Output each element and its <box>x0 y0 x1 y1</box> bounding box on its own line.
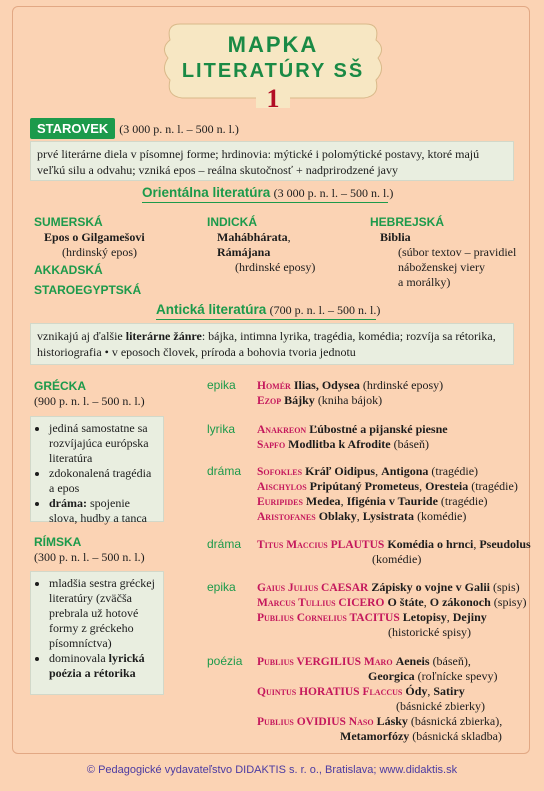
grecka-bullet-3-bold: dráma: <box>49 496 87 510</box>
vergilius-author-b: VERGILIUS <box>296 656 362 668</box>
tacitus-author-a: Publius Cornelius <box>257 612 350 624</box>
rimska-poezia-label: poézia <box>207 654 243 668</box>
rimska-box <box>30 571 164 695</box>
vergilius-row <box>257 654 471 670</box>
horatius-author-a: Quintus <box>257 686 300 698</box>
title-line2: LITERATÚRY SŠ <box>181 60 365 82</box>
euripides-row: Euripides Medea, Ifigénia v Tauride (tragédie) <box>257 494 488 508</box>
ovidius-note1: (básnická zbierka), <box>410 714 503 728</box>
anticka-desc-a: vznikajú aj ďalšie <box>37 329 126 343</box>
starovek-heading <box>30 118 239 139</box>
anticka-underline <box>156 319 376 320</box>
anticka-title: Antická literatúra <box>156 302 267 317</box>
indicka-note: (hrdinské eposy) <box>235 260 316 274</box>
plautus-work1: Komédia o hrnci <box>387 537 474 551</box>
cicero-row: Marcus Tullius CICERO O štáte, O zákonoch (spisy) <box>257 595 527 609</box>
ovidius-row-2 <box>340 729 502 744</box>
anticka-description <box>30 323 514 365</box>
grecka-epika-label: epika <box>207 378 236 392</box>
rimska-range: (300 p. n. l. – 500 n. l.) <box>34 550 145 564</box>
rimska-bullet-2-text: dominovala <box>49 651 109 665</box>
aischylos-row: Aischylos Pripútaný Prometeus, Oresteia (tragédie) <box>257 479 518 493</box>
grecka-range: (900 p. n. l. – 500 n. l.) <box>34 394 145 408</box>
tacitus-work1: Letopisy <box>402 610 447 624</box>
aristofanes-work1: Oblaky <box>318 509 357 523</box>
vergilius-work2: Georgica <box>368 669 415 683</box>
anakreon-work: Ľúbostné a pijanské piesne <box>309 422 448 436</box>
cicero-author-a: Marcus Tullius <box>257 597 339 609</box>
orientalna-underline <box>142 202 388 203</box>
caesar-row <box>257 580 520 596</box>
aischylos-note: (tragédie) <box>471 479 518 493</box>
starovek-tag: STAROVEK <box>30 118 115 139</box>
aischylos-author: Aischylos <box>257 481 307 493</box>
aristofanes-row: Aristofanes Oblaky, Lysistrata (komédie) <box>257 509 467 523</box>
euripides-work1: Medea <box>305 494 341 508</box>
ovidius-work1: Lásky <box>376 714 408 728</box>
grecka-bullet-2: • zdokonalená tragédia a epos <box>49 466 159 496</box>
hebrejska-work: Biblia <box>380 230 411 244</box>
cicero-author-b: CICERO <box>338 597 385 609</box>
indicka-block <box>207 215 357 275</box>
sofokles-work2: Antigona <box>381 464 429 478</box>
hebrejska-note1: (súbor textov – pravidiel <box>398 245 517 259</box>
indicka-comma: , <box>287 230 291 244</box>
aischylos-work2: Oresteia <box>425 479 469 493</box>
homer-work: Ilias, Odysea <box>293 378 360 392</box>
title-line1: MAPKA <box>227 32 319 57</box>
hebrejska-head: HEBREJSKÁ <box>370 215 445 229</box>
anticka-desc-c: : bájka, intimna lyrika, tragédia, komédia; rozvíja sa rétorika, historiografia • v eposoch človek, príroda a bohovia tvoria jednotu <box>37 329 496 359</box>
rimska-heading <box>34 535 145 565</box>
aischylos-work1: Pripútaný Prometeus <box>309 479 420 493</box>
anakreon-row <box>257 422 448 438</box>
euripides-work2: Ifigénia v Tauride <box>346 494 438 508</box>
sofokles-row: Sofokles Kráľ Oidipus, Antigona (tragédie) <box>257 464 479 478</box>
tacitus-work2: Dejiny <box>452 610 487 624</box>
rimska-drama-label: dráma <box>207 537 242 551</box>
plautus-work2: Pseudolus <box>479 537 531 551</box>
ovidius-row <box>257 714 502 730</box>
grecka-bullet-1: • jediná samostatne sa rozvíjajúca európska literatúra <box>49 421 159 466</box>
grecka-box <box>30 416 164 525</box>
horatius-author-c: Flaccus <box>359 686 403 698</box>
sumerska-work: Epos o Gilgamešovi <box>44 230 145 244</box>
euripides-note: (tragédie) <box>440 494 488 508</box>
sofokles-note: (tragédie) <box>431 464 479 478</box>
homer-author: Homér <box>257 380 291 392</box>
sapfo-note: (báseň) <box>393 437 429 451</box>
footer-copyright: © Pedagogické vydavateľstvo DIDAKTIS s. r. o., Bratislava; www.didaktis.sk <box>86 764 458 776</box>
cicero-work2: O zákonoch <box>429 595 491 609</box>
ovidius-work2: Metamorfózy <box>340 729 410 743</box>
aristofanes-work2: Lysistrata <box>362 509 415 523</box>
staroegyptska-head: STAROEGYPTSKÁ <box>34 283 142 297</box>
rimska-bullet-1: • mladšia sestra gréckej literatúry (zväčša prebrala už hotové formy z gréckeho písomníctva) <box>49 576 159 651</box>
vergilius-work1: Aeneis <box>395 654 430 668</box>
plautus-row: Titus Maccius PLAUTUS Komédia o hrnci, Pseudolus <box>257 537 531 551</box>
indicka-head: INDICKÁ <box>207 215 257 229</box>
anticka-heading <box>156 302 380 318</box>
homer-note: (hrdinské eposy) <box>362 378 444 392</box>
akkadska-head: AKKADSKÁ <box>34 263 103 277</box>
caesar-author-a: Gaius Julius <box>257 582 322 594</box>
plautus-note: (komédie) <box>372 552 422 566</box>
caesar-work: Zápisky o vojne v Galii <box>371 580 490 594</box>
anticka-range: (700 p. n. l. – 500 n. l.) <box>269 303 381 317</box>
ovidius-author-a: Publius <box>257 716 297 728</box>
hebrejska-note3: a morálky) <box>398 275 451 289</box>
sapfo-row <box>257 437 429 453</box>
indicka-work2: Rámájana <box>217 245 271 259</box>
horatius-work2: Satiry <box>433 684 465 698</box>
orientalna-range: (3 000 p. n. l. – 500 n. l.) <box>273 186 394 200</box>
anakreon-author: Anakreon <box>257 424 307 436</box>
grecka-bullet-3 <box>49 496 159 526</box>
anticka-desc-b: literárne žánre <box>125 329 202 343</box>
sofokles-work1: Kráľ Oidipus <box>305 464 376 478</box>
caesar-author-b: CAESAR <box>321 582 369 594</box>
ovidius-author-b: OVIDIUS <box>296 716 346 728</box>
sumerska-block <box>34 215 194 298</box>
aristofanes-author: Aristofanes <box>257 511 316 523</box>
ovidius-note2: (básnická skladba) <box>412 729 502 743</box>
plautus-author-a: Titus Maccius <box>257 539 331 551</box>
ezop-note: (kniha bájok) <box>317 393 383 407</box>
rimska-bullet-2-bold: lyrická poézia a rétorika <box>49 651 145 680</box>
rimska-bullet-2 <box>49 651 159 681</box>
title-banner <box>160 18 386 113</box>
tacitus-author-b: TACITUS <box>349 612 400 624</box>
sapfo-work: Modlitba k Afrodite <box>288 437 391 451</box>
cicero-work1: O štáte <box>387 595 424 609</box>
aristofanes-note: (komédie) <box>417 509 467 523</box>
horatius-author-b: HORATIUS <box>299 686 360 698</box>
plautus-author-b: PLAUTUS <box>330 539 385 551</box>
grecka-head: GRÉCKA <box>34 379 87 393</box>
sumerska-note: (hrdinský epos) <box>62 245 137 259</box>
title-number: 1 <box>266 84 280 113</box>
starovek-description: prvé literárne diela v písomnej forme; hrdinovia: mýtické i polomýtické postavy, ktoré majú veľkú silu a odvahu; vzniká epos – reálna skutočnosť + nadprirodzené javy <box>30 141 514 181</box>
horatius-work1: Ódy <box>405 684 428 698</box>
ezop-author: Ezop <box>257 395 282 407</box>
rimska-head: RÍMSKA <box>34 535 82 549</box>
vergilius-note1: (báseň), <box>432 654 471 668</box>
horatius-note: (básnické zbierky) <box>396 699 485 713</box>
grecka-drama-label: dráma <box>207 464 242 478</box>
euripides-author: Euripides <box>257 496 303 508</box>
rimska-epika-label: epika <box>207 580 236 594</box>
vergilius-author-a: Publius <box>257 656 297 668</box>
indicka-work1: Mahábhárata <box>217 230 288 244</box>
ovidius-author-c: Naso <box>345 716 374 728</box>
hebrejska-block <box>370 215 520 290</box>
horatius-row: Quintus HORATIUS Flaccus Ódy, Satiry <box>257 684 465 698</box>
homer-row <box>257 378 443 394</box>
hebrejska-note2: náboženskej viery <box>398 260 485 274</box>
orientalna-title: Orientálna literatúra <box>142 185 271 200</box>
ezop-work: Bájky <box>284 393 315 407</box>
vergilius-note2: (roľnícke spevy) <box>417 669 498 683</box>
starovek-range: (3 000 p. n. l. – 500 n. l.) <box>119 122 239 136</box>
tacitus-row: Publius Cornelius TACITUS Letopisy, Dejiny <box>257 610 487 624</box>
sumerska-head: SUMERSKÁ <box>34 215 103 229</box>
tacitus-note: (historické spisy) <box>388 625 471 639</box>
grecka-lyrika-label: lyrika <box>207 422 236 436</box>
vergilius-row-2 <box>368 669 498 684</box>
vergilius-author-c: Maro <box>361 656 393 668</box>
sapfo-author: Sapfo <box>257 439 286 451</box>
grecka-bullet-3-text: spojenie slova, hudby a tanca <box>49 496 147 525</box>
caesar-note: (spis) <box>493 580 520 594</box>
grecka-heading <box>34 379 145 409</box>
sofokles-author: Sofokles <box>257 466 303 478</box>
cicero-note: (spisy) <box>493 595 527 609</box>
ezop-row <box>257 393 382 409</box>
orientalna-heading <box>142 185 393 201</box>
